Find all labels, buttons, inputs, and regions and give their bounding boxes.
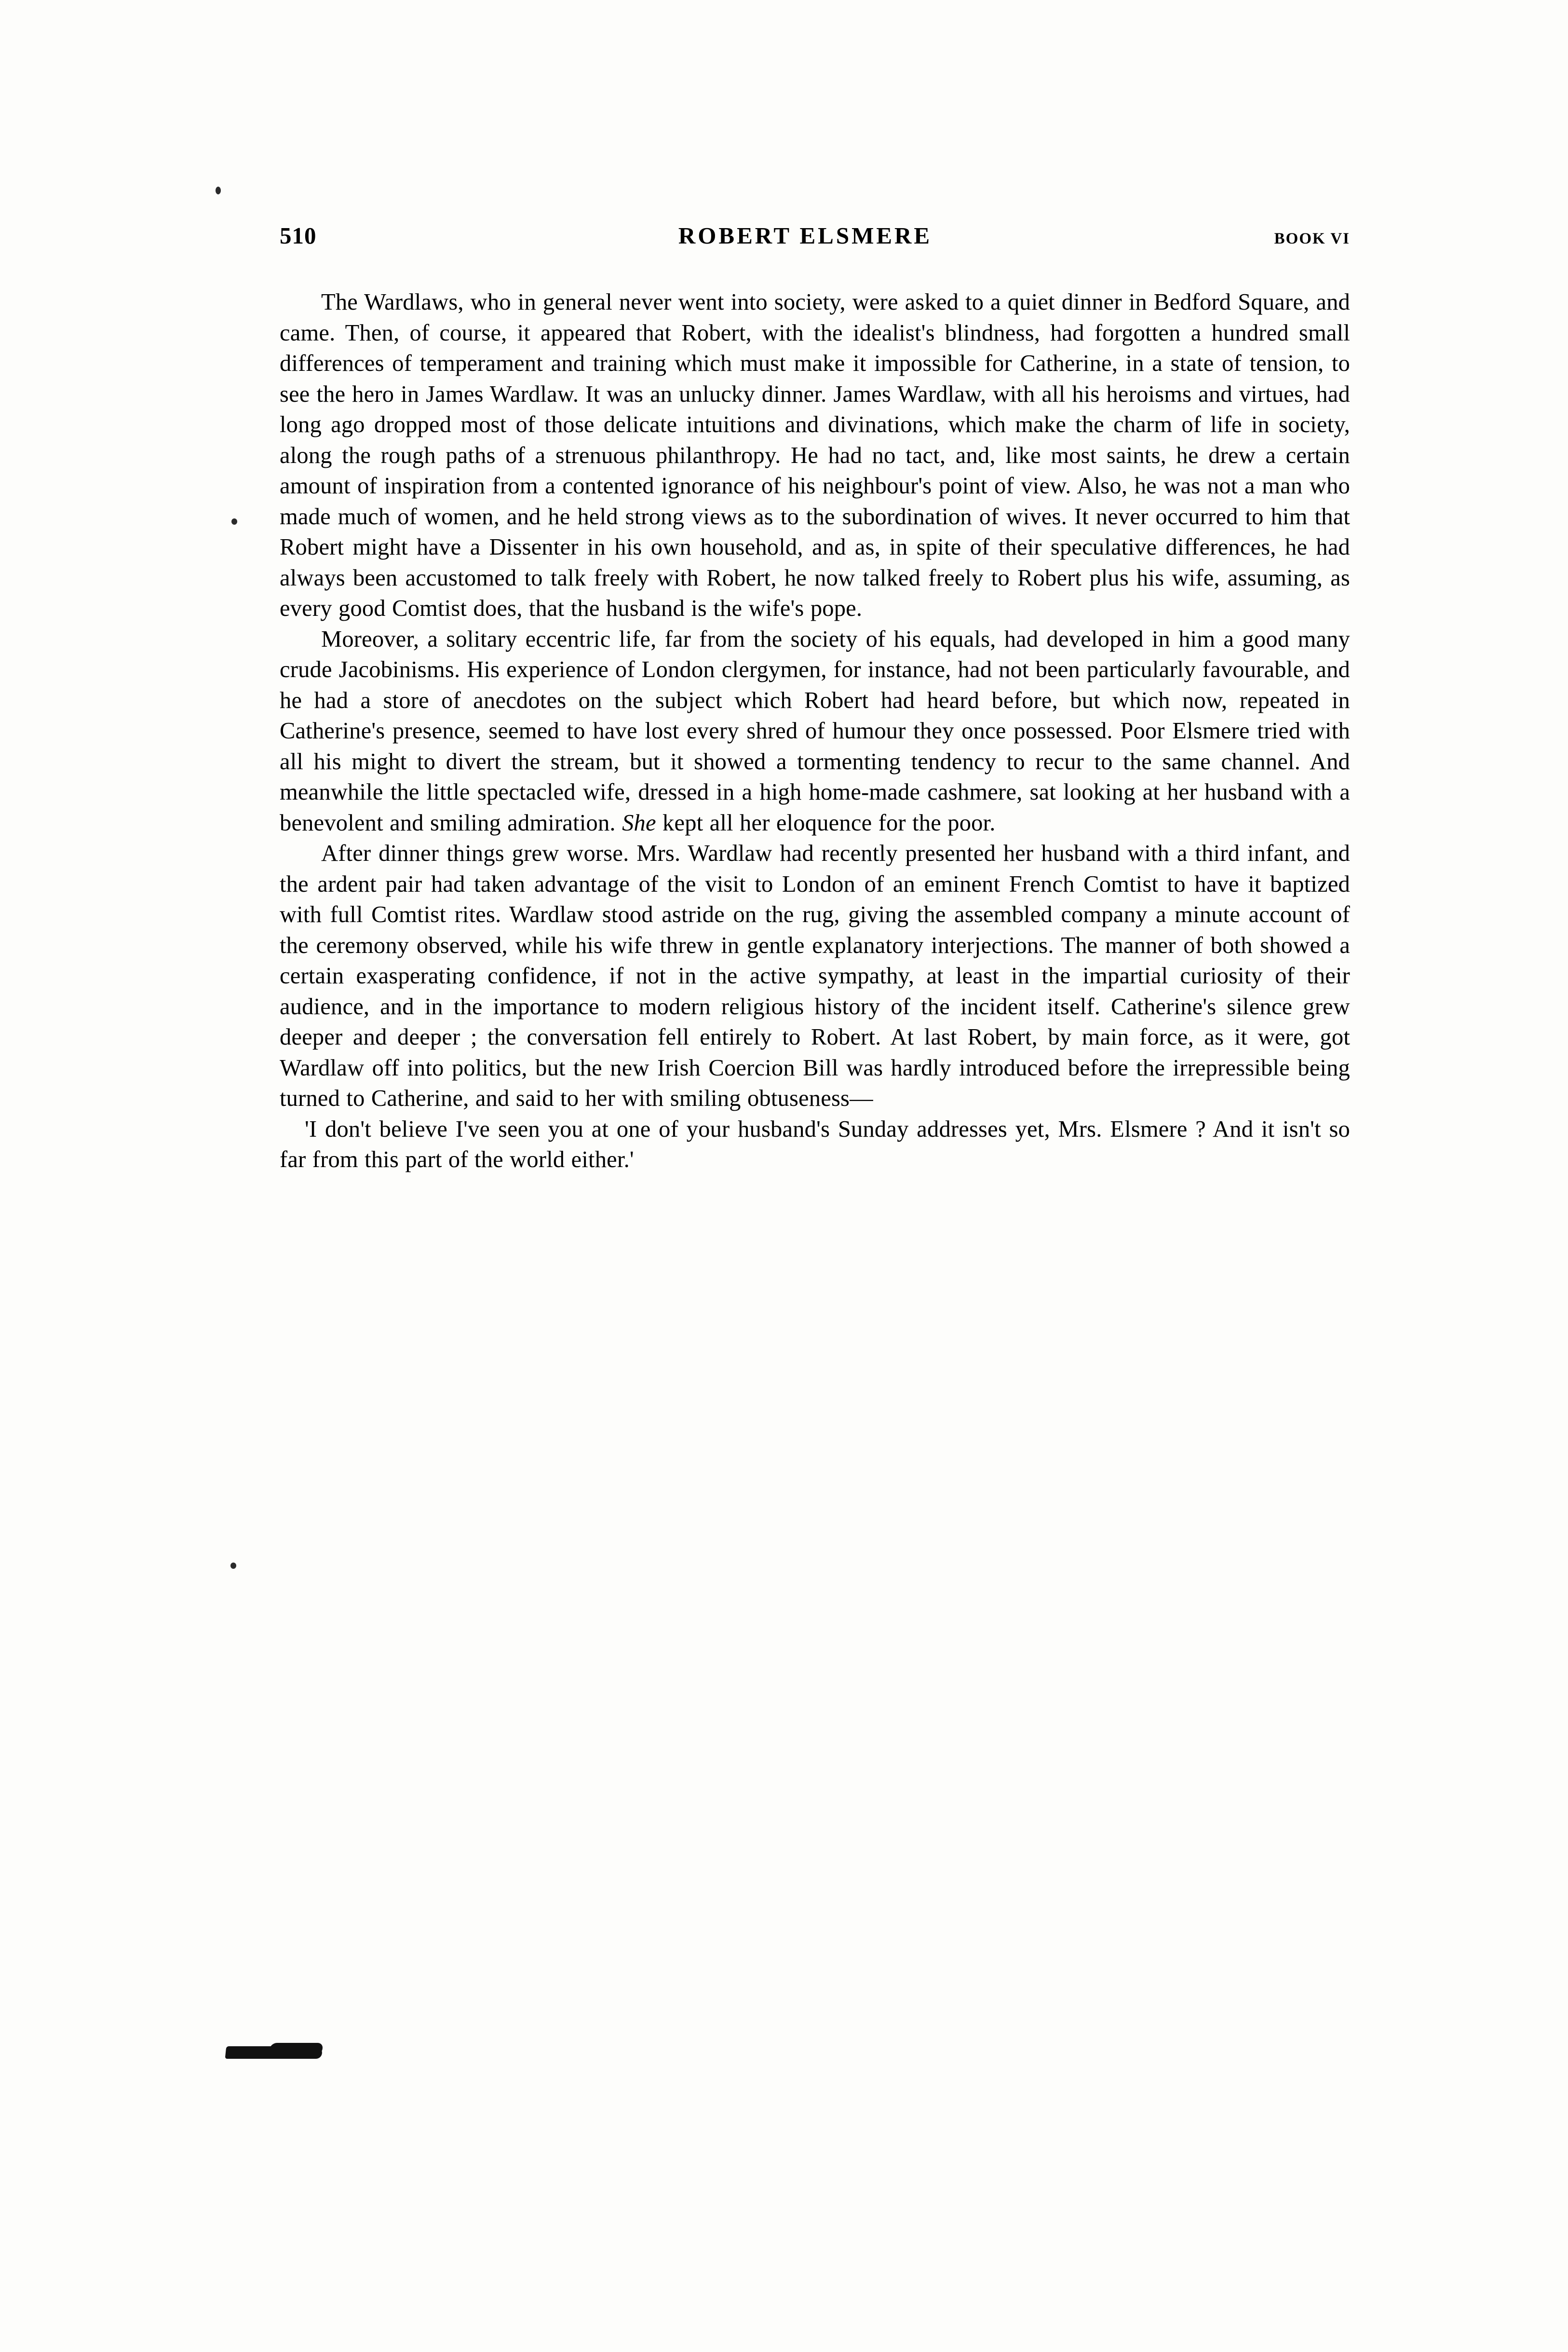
paragraph-4: 'I don't believe I've seen you at one of your husband's Sunday addresses yet, Mrs. Elsmere ? And it isn't so far from this part of the world either.' bbox=[280, 1116, 1350, 1172]
text-block bbox=[280, 222, 1350, 1175]
paragraph-1: The Wardlaws, who in general never went into society, were asked to a quiet dinner in Bedford Square, and came. Then, of course, it appeared that Robert, with the idealist's blindness, had forgotten a hundred small differences of temperament and training which must make it impossible for Catherine, in a state of tension, to see the hero in James Wardlaw. It was an unlucky dinner. James Wardlaw, with all his heroisms and virtues, had long ago dropped most of those delicate intuitions and divinations, which make the charm of life in society, along the rough paths of a strenuous philanthropy. He had no tact, and, like most saints, he drew a certain amount of inspiration from a contented ignorance of his neighbour's point of view. Also, he was not a man who made much of women, and he held strong views as to the subordination of wives. It never occurred to him that Robert might have a Dissenter in his own household, and as, in spite of their speculative differences, he had always been accustomed to talk freely with Robert, he now talked freely to Robert plus his wife, assuming, as every good Comtist does, that the husband is the wife's pope. bbox=[280, 289, 1350, 621]
body-text bbox=[280, 287, 1350, 1175]
running-title: ROBERT ELSMERE bbox=[678, 222, 933, 249]
paragraph-3: After dinner things grew worse. Mrs. Wardlaw had recently presented her husband with a third infant, and the ardent pair had taken advantage of the visit to London of an eminent French Comtist to have it baptized with full Comtist rites. Wardlaw stood astride on the rug, giving the assembled company a minute account of the ceremony observed, while his wife threw in gentle explanatory interjections. The manner of both showed a certain exasperating confidence, if not in the active sympathy, at least in the impartial curiosity of their audience, and in the importance to modern religious history of the incident itself. Catherine's silence grew deeper and deeper ; the conversation fell entirely to Robert. At last Robert, by main force, as it were, got Wardlaw off into politics, but the new Irish Coercion Bill was hardly introduced before the irrepressible being turned to Catherine, and said to her with smiling obtuseness— bbox=[280, 841, 1350, 1111]
paragraph-2 bbox=[280, 624, 1350, 839]
running-head bbox=[280, 222, 1350, 249]
book-label: BOOK VI bbox=[1274, 230, 1350, 247]
she-tail: kept all her eloquence for the poor. bbox=[656, 810, 996, 836]
she-italic: She bbox=[622, 810, 656, 836]
paragraph-2-text: Moreover, a solitary eccentric life, far from the society of his equals, had developed in him a good many crude Jacobinisms. His experience of London clergymen, for instance, had not been particularly favourable, and he had a store of anecdotes on the subject which Robert had heard before, but which now, repeated in Catherine's presence, seemed to have lost every shred of humour they once possessed. Poor Elsmere tried with all his might to divert the stream, but it showed a tormenting tendency to recur to the same channel. And meanwhile the little spectacled wife, dressed in a high home-made cashmere, sat looking at her husband with a benevolent and smiling admiration. bbox=[280, 626, 1350, 836]
section-rule-mark bbox=[225, 2046, 323, 2059]
page-speck-lower bbox=[230, 1563, 236, 1569]
page-speck-top bbox=[216, 187, 221, 194]
page-speck-middle bbox=[231, 518, 237, 525]
page-number: 510 bbox=[280, 222, 317, 249]
